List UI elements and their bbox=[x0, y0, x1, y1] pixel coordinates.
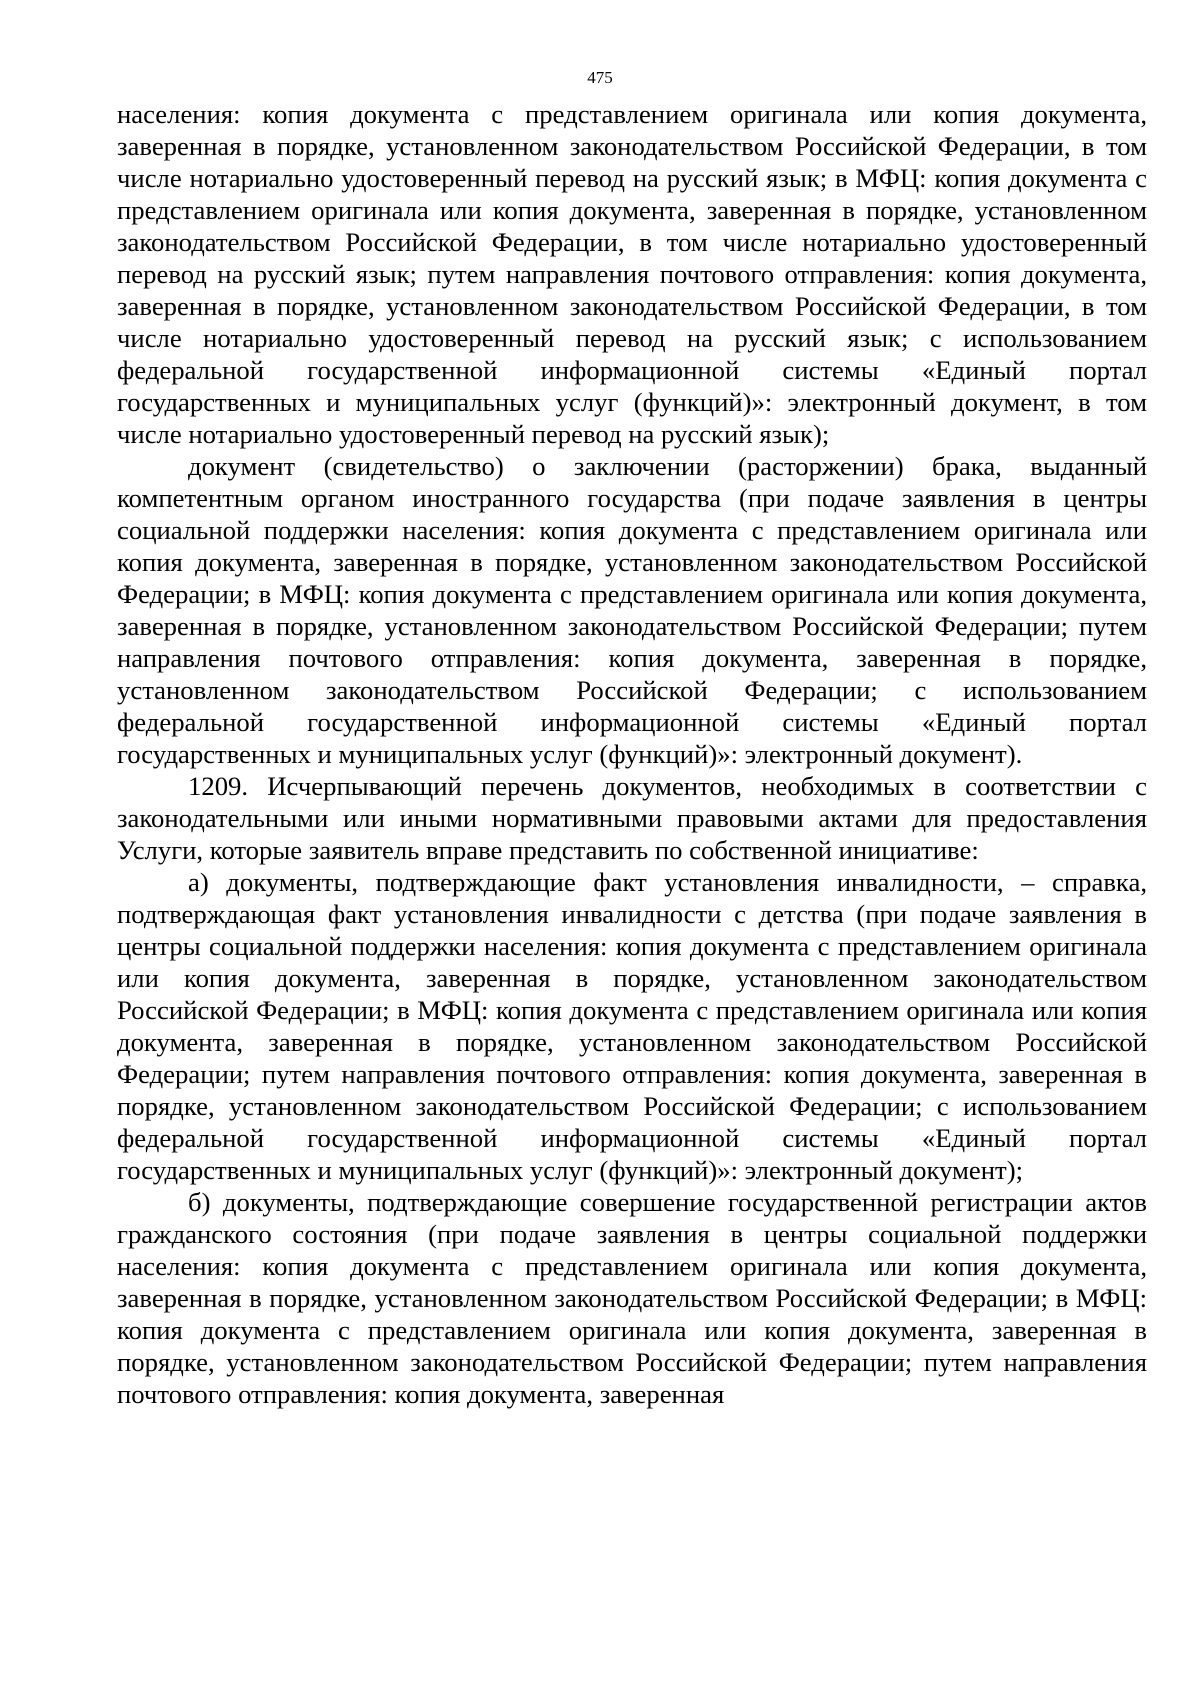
page-number: 475 bbox=[587, 68, 613, 87]
paragraph-item-a: а) документы, подтверждающие факт установления инвалидности, – справка, подтверждающая факт установления инвалидности с детства (при подаче заявления в центры социальной поддержки населения: копия документа с представлением оригинала или копия документа, заверенная в порядке, установленном законодательством Российской Федерации; в МФЦ: копия документа с представлением оригинала или копия документа, заверенная в порядке, установленном законодательством Российской Федерации; путем направления почтового отправления: копия документа, заверенная в порядке, установленном законодательством Российской Федерации; с использованием федеральной государственной информационной системы «Единый портал государственных и муниципальных услуг (функций)»: электронный документ); bbox=[117, 867, 1147, 1185]
paragraph-marriage-certificate: документ (свидетельство) о заключении (расторжении) брака, выданный компетентным органом иностранного государства (при подаче заявления в центры социальной поддержки населения: копия документа с представлением оригинала или копия документа, заверенная в порядке, установленном законодательством Российской Федерации; в МФЦ: копия документа с представлением оригинала или копия документа, заверенная в порядке, установленном законодательством Российской Федерации; путем направления почтового отправления: копия документа, заверенная в порядке, установленном законодательством Российской Федерации; с использованием федеральной государственной информационной системы «Единый портал государственных и муниципальных услуг (функций)»: электронный документ). bbox=[117, 451, 1147, 769]
paragraph-clause-1209: 1209. Исчерпывающий перечень документов, необходимых в соответствии с законодательными или иными нормативными правовыми актами для предоставления Услуги, которые заявитель вправе представить по собственной инициативе: bbox=[117, 771, 1147, 865]
paragraph-continuation: населения: копия документа с представлением оригинала или копия документа, заверенная в порядке, установленном законодательством Российской Федерации, в том числе нотариально удостоверенный перевод на русский язык; в МФЦ: копия документа с представлением оригинала или копия документа, заверенная в порядке, установленном законодательством Российской Федерации, в том числе нотариально удостоверенный перевод на русский язык; путем направления почтового отправления: копия документа, заверенная в порядке, установленном законодательством Российской Федерации, в том числе нотариально удостоверенный перевод на русский язык; с использованием федеральной государственной информационной системы «Единый портал государственных и муниципальных услуг (функций)»: электронный документ, в том числе нотариально удостоверенный перевод на русский язык); bbox=[117, 99, 1147, 449]
paragraph-item-b: б) документы, подтверждающие совершение государственной регистрации актов гражданского состояния (при подаче заявления в центры социальной поддержки населения: копия документа с представлением оригинала или копия документа, заверенная в порядке, установленном законодательством Российской Федерации; в МФЦ: копия документа с представлением оригинала или копия документа, заверенная в порядке, установленном законодательством Российской Федерации; путем направления почтового отправления: копия документа, заверенная bbox=[117, 1187, 1147, 1409]
document-body bbox=[117, 98, 1147, 1410]
